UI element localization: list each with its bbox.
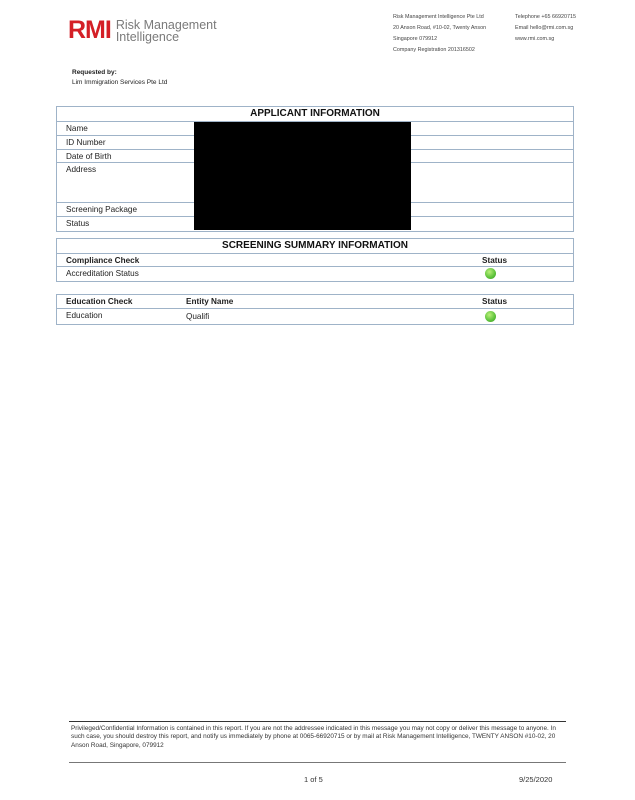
status-green-icon	[485, 268, 496, 279]
company-name: Risk Management Intelligence Pte Ltd	[393, 14, 484, 20]
contact-email: Email hello@rmi.com.sg	[515, 25, 574, 31]
screening-summary-title: SCREENING SUMMARY INFORMATION	[57, 239, 573, 254]
status-green-icon	[485, 311, 496, 322]
logo-mark: RMI	[68, 16, 111, 44]
footer-divider	[69, 721, 566, 722]
check-name: Accreditation Status	[66, 269, 139, 278]
column-header-entity-name: Entity Name	[186, 297, 234, 306]
table-row	[57, 309, 573, 324]
requested-by	[72, 68, 167, 88]
table-header-row	[57, 254, 573, 267]
column-header-education-check: Education Check	[66, 297, 133, 306]
page-number: 1 of 5	[304, 775, 323, 784]
field-label-name: Name	[66, 124, 88, 133]
column-header-compliance-check: Compliance Check	[66, 256, 140, 265]
education-check-table	[56, 294, 574, 325]
company-registration: Company Registration 201316502	[393, 47, 475, 53]
contact-telephone: Telephone +65 66920715	[515, 14, 577, 20]
requested-by-value: Lim Immigration Services Pte Ltd	[72, 79, 168, 86]
requested-by-label: Requested by:	[72, 69, 117, 76]
screening-summary-table	[56, 238, 574, 282]
report-date: 9/25/2020	[519, 775, 553, 784]
field-label-screening-package: Screening Package	[66, 205, 138, 214]
logo-line-2: Intelligence	[115, 29, 180, 44]
logo-text	[116, 19, 217, 43]
check-name: Education	[66, 311, 103, 320]
applicant-information-title: APPLICANT INFORMATION	[57, 107, 573, 122]
logo-line-1: Risk Management	[115, 17, 217, 32]
entity-name: Qualifi	[186, 312, 210, 321]
field-label-address: Address	[66, 165, 97, 174]
confidentiality-disclaimer: Privileged/Confidential Information is contained in this report. If you are not the addressee indicated in this message you may not copy or deliver this message to anyone. In such case, you should destroy this report, and notify us immediately by phone at 0065-66920715 or by mail at Risk Management Intelligence, TWENTY ANSON #10-02, 20 Anson Road, Singapore, 079912	[71, 725, 556, 749]
company-contact	[515, 12, 576, 45]
field-label-date-of-birth: Date of Birth	[66, 152, 112, 161]
field-label-id-number: ID Number	[66, 138, 106, 147]
redaction-block	[194, 122, 411, 230]
contact-website: www.rmi.com.sg	[515, 36, 555, 42]
footer-divider	[69, 762, 566, 763]
rmi-logo	[68, 18, 217, 43]
column-header-status: Status	[482, 297, 508, 306]
table-row	[57, 267, 573, 281]
company-info	[393, 12, 486, 56]
table-header-row	[57, 295, 573, 309]
column-header-status: Status	[482, 256, 508, 265]
company-address-2: Singapore 079912	[393, 36, 438, 42]
field-label-status: Status	[66, 219, 90, 228]
company-address-1: 20 Anson Road, #10-02, Twenty Anson	[393, 25, 487, 31]
